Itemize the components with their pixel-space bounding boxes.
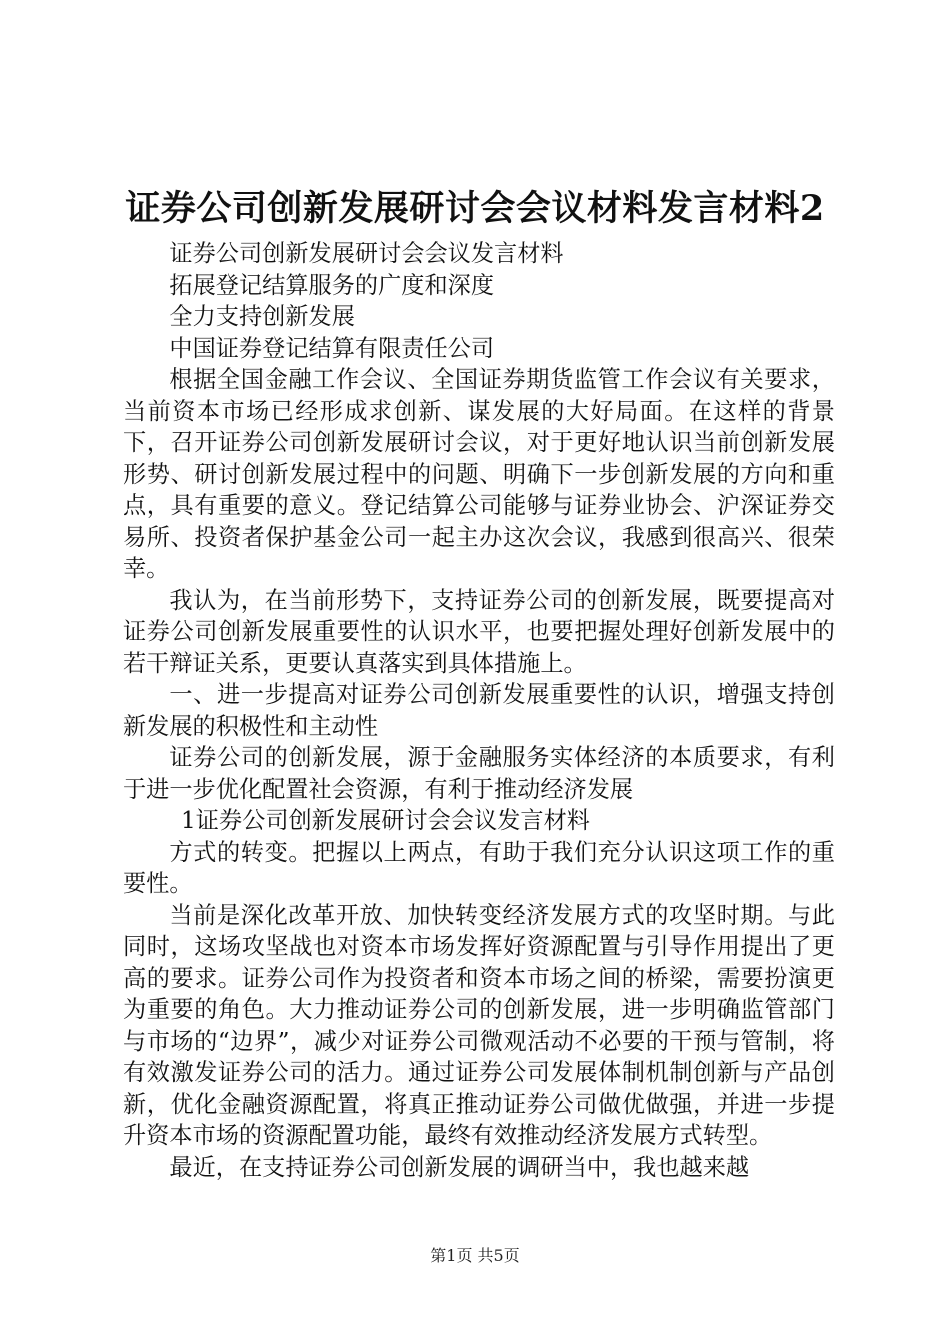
paragraph-heading-2: 全力支持创新发展 [169,303,355,330]
page-number-footer: 第1页 共5页 [430,1246,520,1265]
paragraph-text: 方式的转变。把握以上两点，有助于我们充分认识这项工作的重要性。 [123,838,835,897]
document-body [123,238,835,1183]
paragraph-author: 中国证券登记结算有限责任公司 [169,334,495,362]
paragraph-text: 根据全国金融工作会议、全国证券期货监管工作会议有关要求，当前资本市场已经形成求创新、谋发展的大好局面。在这样的背景下，召开证券公司创新发展研讨会议，对于更好地认识当前创新发展形势、研讨创新发展过程中的问题、明确下一步创新发展的方向和重点，具有重要的意义。登记结算公司能够与证券业协会、沪深证券交易所、投资者保护基金公司一起主办这次会议，我感到很高兴、很荣幸。 [123,366,835,582]
document-title: 证券公司创新发展研讨会会议材料发言材料2 [125,188,825,229]
paragraph-text: 最近，在支持证券公司创新发展的调研当中，我也越来越 [169,1153,750,1181]
paragraph-heading-1: 拓展登记结算服务的广度和深度 [169,271,495,299]
paragraph-text: 我认为，在当前形势下，支持证券公司的创新发展，既要提高对证券公司创新发展重要性的认识水平，也要把握处理好创新发展中的若干辩证关系，更要认真落实到具体措施上。 [123,586,835,677]
paragraph-subtitle: 证券公司创新发展研讨会会议发言材料 [169,240,564,267]
paragraph-text: 证券公司的创新发展，源于金融服务实体经济的本质要求，有利于进一步优化配置社会资源，有利于推动经济发展 [123,744,835,803]
paragraph-running-header: 1证券公司创新发展研讨会会议发言材料 [181,807,590,834]
paragraph-section-heading: 一、进一步提高对证券公司创新发展重要性的认识，增强支持创新发展的积极性和主动性 [123,681,835,740]
paragraph-text: 当前是深化改革开放、加快转变经济发展方式的攻坚时期。与此同时，这场攻坚战也对资本市场发挥好资源配置与引导作用提出了更高的要求。证券公司作为投资者和资本市场之间的桥梁，需要扮演更为重要的角色。大力推动证券公司的创新发展，进一步明确监管部门与市场的“边界”，减少对证券公司微观活动不必要的干预与管制，将有效激发证券公司的活力。通过证券公司发展体制机制创新与产品创新，优化金融资源配置，将真正推动证券公司做优做强，并进一步提升资本市场的资源配置功能，最终有效推动经济发展方式转型。 [123,901,835,1149]
